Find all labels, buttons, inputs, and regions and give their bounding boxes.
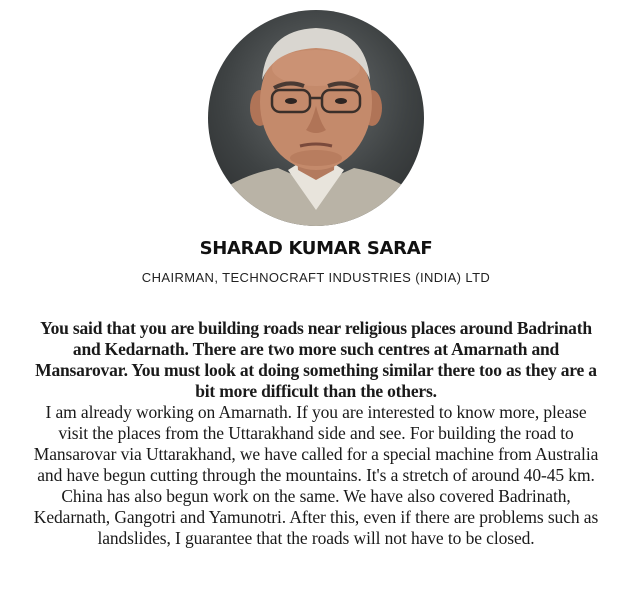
person-designation: CHAIRMAN, TECHNOCRAFT INDUSTRIES (INDIA) LTD xyxy=(141,270,491,285)
interview-answer: I am already working on Amarnath. If you are interested to know more, please visit the places from the Uttarakhand side and see. For building the road to Mansarovar via Uttarakhand, we have called for a special machine from Australia and have begun cutting through the mountains. It's a stretch of around 40-45 km. China has also begun work on the same. We have also covered Badrinath, Kedarnath, Gangotri and Yamunotri. After this, even if there are problems such as landslides, I guarantee that the roads will not have to be closed. xyxy=(33,402,599,548)
portrait-photo xyxy=(208,10,424,226)
person-name: SHARAD KUMAR SARAF xyxy=(199,238,433,259)
portrait-illustration xyxy=(208,10,424,226)
interview-block xyxy=(30,318,602,549)
interview-question: You said that you are building roads near religious places around Badrinath and Kedarnath. There are two more such centres at Amarnath and Mansarovar. You must look at doing something similar there too as they are a bit more difficult than the others. xyxy=(35,318,597,401)
